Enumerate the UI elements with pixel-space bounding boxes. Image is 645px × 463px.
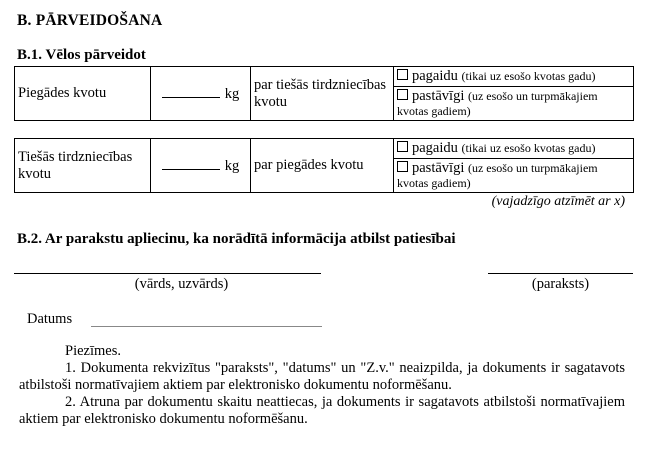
quota-type-label: Piegādes kvotu	[15, 67, 151, 121]
option-permanent[interactable]	[394, 159, 634, 193]
notes-section	[19, 343, 625, 428]
option-permanent-note: (uz esošo un turpmākajiem kvotas gadiem)	[397, 88, 598, 118]
conversion-table-delivery	[14, 66, 634, 121]
subsection-b2-title: B.2. Ar parakstu apliecinu, ka norādītā informācija atbilst patiesībai	[17, 231, 456, 247]
option-temporary-label: pagaidu	[412, 68, 458, 84]
note-item-2: 2. Atruna par dokumentu skaitu neattiecas, ja dokuments ir sagatavots atbilstoši normatīvajiem aktiem par elektronisko dokumentu noformēšanu.	[19, 394, 625, 427]
unit-label: kg	[224, 85, 240, 102]
target-quota-label: par piegādes kvotu	[251, 139, 394, 193]
checkbox-icon[interactable]	[397, 161, 408, 172]
option-temporary-note: (tikai uz esošo kvotas gadu)	[461, 69, 596, 83]
checkbox-icon[interactable]	[397, 89, 408, 100]
option-temporary-label: pagaidu	[412, 140, 458, 156]
conversion-table-direct-sales	[14, 138, 634, 193]
option-permanent-label: pastāvīgi	[412, 159, 465, 176]
signature-label: (paraksts)	[531, 276, 590, 292]
option-temporary-note: (tikai uz esošo kvotas gadu)	[461, 141, 596, 155]
option-permanent[interactable]	[394, 87, 634, 121]
quota-type-label: Tiešās tirdzniecības kvotu	[15, 139, 151, 193]
option-temporary[interactable]	[394, 139, 634, 159]
option-temporary[interactable]	[394, 67, 634, 87]
name-label: (vārds, uzvārds)	[134, 276, 229, 292]
amount-blank[interactable]	[162, 85, 220, 98]
date-line[interactable]	[91, 326, 322, 327]
signature-line[interactable]	[488, 273, 633, 274]
notes-heading: Piezīmes.	[65, 343, 121, 359]
amount-cell	[151, 67, 251, 121]
option-permanent-note: (uz esošo un turpmākajiem kvotas gadiem)	[397, 160, 598, 190]
checkbox-icon[interactable]	[397, 69, 408, 80]
section-title: B. PĀRVEIDOŠANA	[17, 12, 163, 29]
amount-cell	[151, 139, 251, 193]
amount-blank[interactable]	[162, 157, 220, 170]
marking-hint: (vajadzīgo atzīmēt ar x)	[491, 194, 625, 209]
option-permanent-label: pastāvīgi	[412, 87, 465, 104]
date-label: Datums	[27, 311, 73, 327]
target-quota-label: par tiešās tirdzniecības kvotu	[251, 67, 394, 121]
note-item-1: 1. Dokumenta rekvizītus "paraksts", "datums" un "Z.v." neaizpilda, ja dokuments ir sagatavots atbilstoši normatīvajiem aktiem par elektronisko dokumentu noformēšanu.	[19, 360, 625, 393]
subsection-b1-title: B.1. Vēlos pārveidot	[17, 47, 146, 63]
name-line[interactable]	[14, 273, 321, 274]
checkbox-icon[interactable]	[397, 141, 408, 152]
unit-label: kg	[224, 157, 240, 174]
